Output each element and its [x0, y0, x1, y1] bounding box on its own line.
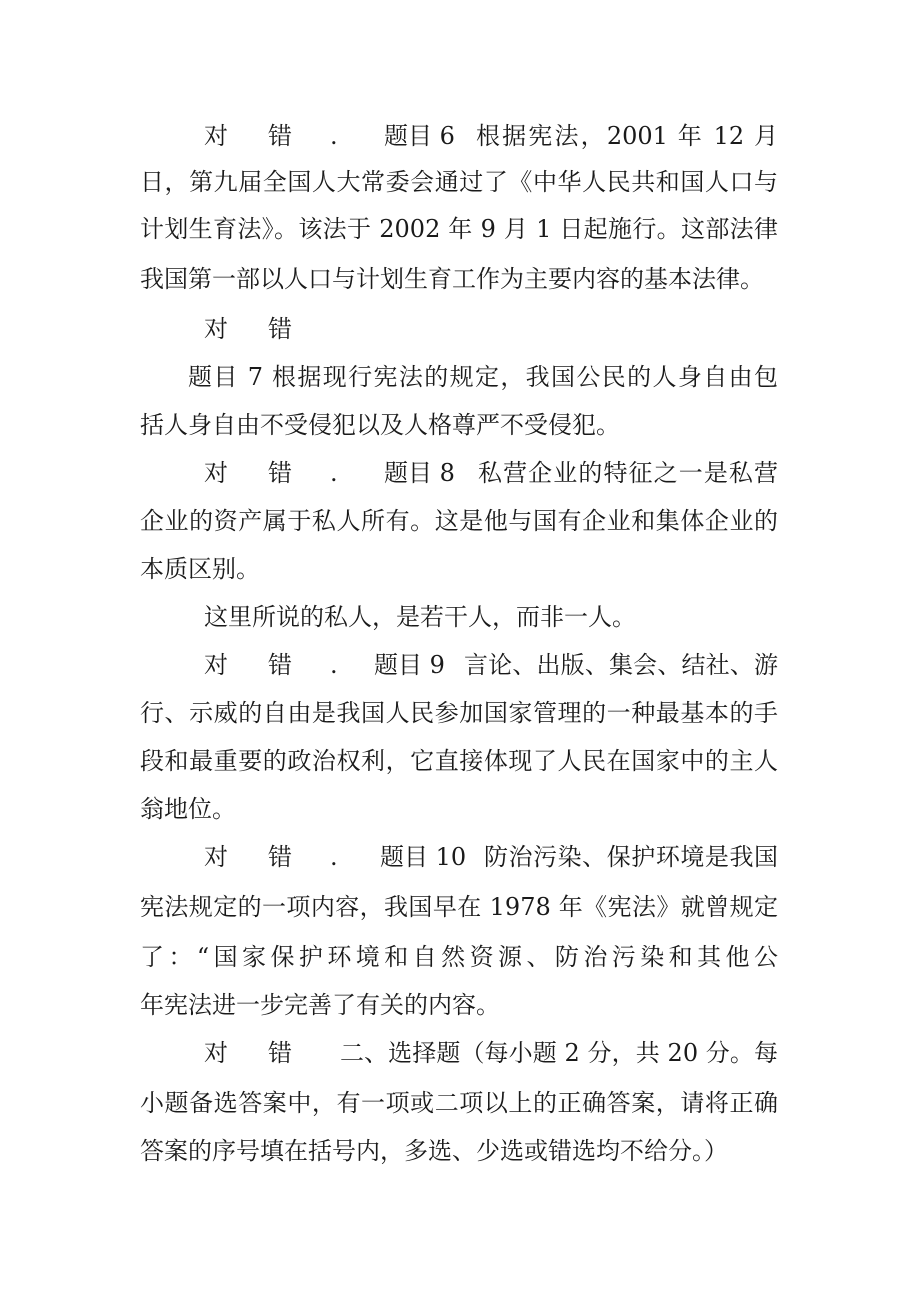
paragraph-line: 企业的资产属于私人所有。这是他与国有企业和集体企业的	[140, 507, 778, 535]
separator-dot: .	[330, 843, 338, 871]
paragraph-line: 言论、出版、集会、结社、游	[464, 651, 778, 679]
text-line	[0, 159, 920, 205]
answer-false: 错	[268, 1039, 292, 1067]
text-line	[0, 1080, 920, 1126]
text-line	[0, 1128, 920, 1174]
paragraph-line: 段和最重要的政治权利，它直接体现了人民在国家中的主人	[140, 747, 778, 775]
text-line	[0, 546, 920, 592]
answer-false: 错	[268, 315, 292, 343]
paragraph-line: 我国第一部以人口与计划生育工作为主要内容的基本法律。	[140, 265, 764, 293]
text-line	[0, 690, 920, 736]
answer-true: 对	[204, 1039, 228, 1067]
text-line	[0, 594, 920, 640]
text-line	[0, 1030, 920, 1076]
answer-true: 对	[204, 459, 228, 487]
paragraph-line: 括人身自由不受侵犯以及人格尊严不受侵犯。	[140, 411, 620, 439]
text-line	[0, 450, 920, 496]
answer-false: 错	[268, 843, 292, 871]
text-line	[0, 206, 920, 252]
text-line	[0, 642, 920, 688]
separator-dot: .	[330, 122, 338, 150]
text-line	[0, 884, 920, 930]
answer-true: 对	[204, 122, 228, 150]
text-line	[0, 982, 920, 1028]
question-label: 题目 6	[384, 122, 455, 150]
paragraph-line: 翁地位。	[140, 795, 236, 823]
paragraph-line: 防治污染、保护环境是我国	[484, 843, 778, 871]
paragraph-line: 这里所说的私人，是若干人，而非一人。	[204, 603, 636, 631]
text-line	[0, 402, 920, 448]
text-line	[0, 306, 920, 352]
paragraph-line: 小题备选答案中，有一项或二项以上的正确答案，请将正确	[140, 1089, 778, 1117]
answer-false: 错	[268, 122, 292, 150]
paragraph-line: 日，第九届全国人大常委会通过了《中华人民共和国人口与	[140, 168, 778, 196]
text-line	[0, 498, 920, 544]
separator-dot: .	[330, 459, 338, 487]
paragraph-line: 答案的序号填在括号内，多选、少选或错选均不给分。）	[140, 1137, 728, 1165]
paragraph-line: 年宪法进一步完善了有关的内容。	[140, 991, 500, 1019]
text-line	[0, 834, 920, 880]
answer-true: 对	[204, 843, 228, 871]
paragraph-line: 私营企业的特征之一是私营	[478, 459, 778, 487]
text-line	[0, 354, 920, 400]
text-line	[0, 113, 920, 159]
paragraph-line: 了：“国家保护环境和自然资源、防治污染和其他公	[140, 943, 778, 971]
question-label: 题目 10	[380, 843, 467, 871]
text-line	[0, 256, 920, 302]
answer-false: 错	[268, 459, 292, 487]
text-line	[0, 738, 920, 784]
paragraph-line: 宪法规定的一项内容，我国早在 1978 年《宪法》就曾规定	[140, 893, 778, 921]
paragraph-line: 本质区别。	[140, 555, 260, 583]
paragraph-line: 根据宪法，2001 年 12 月	[476, 122, 778, 150]
answer-true: 对	[204, 651, 228, 679]
text-line	[0, 786, 920, 832]
paragraph-line: 题目 7 根据现行宪法的规定，我国公民的人身自由包	[188, 363, 778, 391]
section-heading: 二、选择题（每小题 2 分，共 20 分。每	[340, 1039, 778, 1067]
question-label: 题目 9	[374, 651, 445, 679]
text-line	[0, 934, 920, 980]
answer-true: 对	[204, 315, 228, 343]
answer-false: 错	[268, 651, 292, 679]
paragraph-line: 行、示威的自由是我国人民参加国家管理的一种最基本的手	[140, 699, 778, 727]
separator-dot: .	[330, 651, 338, 679]
paragraph-line: 计划生育法》。该法于 2002 年 9 月 1 日起施行。这部法律	[140, 215, 778, 243]
question-label: 题目 8	[384, 459, 455, 487]
